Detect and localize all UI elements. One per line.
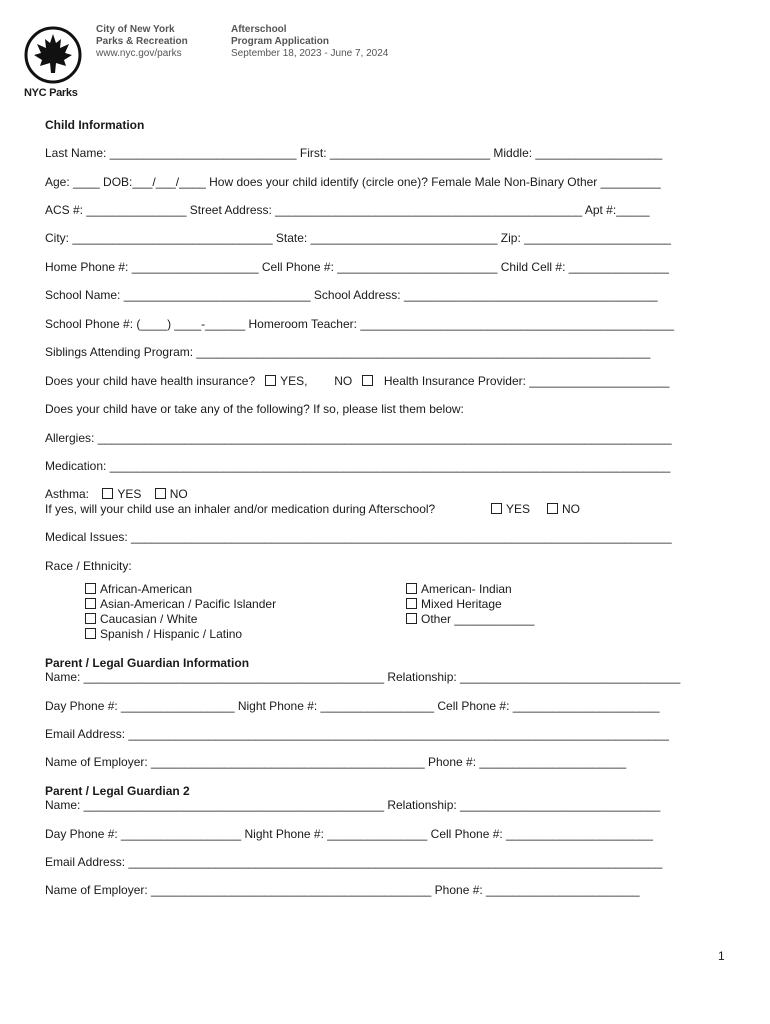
inhaler-no	[547, 502, 580, 516]
guardian2-phone-line[interactable]: Day Phone #: __________________ Night Phone #: _______________ Cell Phone #: ______________________	[45, 827, 653, 841]
guardian1-phone-line[interactable]: Day Phone #: _________________ Night Phone #: _________________ Cell Phone #: ______________________	[45, 699, 660, 713]
guardian2-employer-line[interactable]: Name of Employer: __________________________________________ Phone #: _______________________	[45, 883, 640, 897]
inhaler-yes	[491, 502, 530, 516]
race-checkbox[interactable]	[85, 613, 96, 624]
inhaler-no-label: NO	[562, 502, 580, 516]
race-option-label: Asian-American / Pacific Islander	[100, 597, 277, 611]
race-option-label: Mixed Heritage	[421, 597, 502, 611]
asthma-no-checkbox[interactable]	[155, 488, 166, 499]
insurance-yes-label: YES,	[280, 374, 308, 388]
race-option-label: Other ____________	[421, 612, 535, 626]
child-name-line[interactable]: Last Name: ____________________________ First: ________________________ Middle: ___________________	[45, 146, 663, 160]
race-checkbox[interactable]	[406, 598, 417, 609]
race-option[interactable]	[406, 597, 534, 612]
program-type: Program Application	[231, 36, 329, 47]
asthma-line	[45, 487, 188, 501]
insurance-line	[45, 374, 669, 388]
race-option-label: American- Indian	[421, 582, 512, 596]
race-checkbox[interactable]	[85, 598, 96, 609]
school-phone-line[interactable]: School Phone #: (____) ____-______ Homeroom Teacher: _______________________________________________	[45, 317, 674, 331]
race-option[interactable]	[85, 597, 276, 612]
inhaler-yes-checkbox[interactable]	[491, 503, 502, 514]
org-name: City of New York	[96, 24, 175, 35]
insurance-yes-checkbox[interactable]	[265, 375, 276, 386]
page-number: 1	[718, 949, 725, 963]
guardian2-email-line[interactable]: Email Address: ________________________________________________________________________________	[45, 855, 663, 869]
inhaler-yes-label: YES	[506, 502, 531, 516]
inhaler-no-checkbox[interactable]	[547, 503, 558, 514]
logo-text: NYC Parks	[24, 87, 78, 99]
child-city-line[interactable]: City: ______________________________ State: ____________________________ Zip: ______________________	[45, 231, 671, 245]
race-option-label: Spanish / Hispanic / Latino	[100, 627, 243, 641]
race-checkbox[interactable]	[85, 583, 96, 594]
org-info	[96, 24, 188, 60]
guardian2-name-line[interactable]: Name: _____________________________________________ Relationship: ______________________________	[45, 798, 661, 812]
child-phone-line[interactable]: Home Phone #: ___________________ Cell Phone #: ________________________ Child Cell #: _______________	[45, 260, 669, 274]
insurance-no-checkbox[interactable]	[362, 375, 373, 386]
race-options-right	[406, 582, 534, 627]
program-name: Afterschool	[231, 24, 287, 35]
insurance-provider-field[interactable]: Health Insurance Provider: _____________________	[383, 374, 670, 388]
medical-issues-field[interactable]: Medical Issues: _________________________________________________________________________________	[45, 530, 672, 544]
program-dates: September 18, 2023 - June 7, 2024	[231, 48, 389, 59]
org-dept: Parks & Recreation	[96, 36, 188, 47]
guardian2-heading: Parent / Legal Guardian 2	[45, 784, 190, 798]
race-option[interactable]	[85, 582, 276, 597]
insurance-question: Does your child have health insurance?	[45, 374, 256, 388]
medication-field[interactable]: Medication: ____________________________________________________________________________________	[45, 459, 671, 473]
program-info	[231, 24, 388, 60]
guardian1-employer-line[interactable]: Name of Employer: _________________________________________ Phone #: ______________________	[45, 755, 627, 769]
school-name-line[interactable]: School Name: ____________________________ School Address: ______________________________________	[45, 288, 658, 302]
guardian1-heading: Parent / Legal Guardian Information	[45, 656, 250, 670]
inhaler-question: If yes, will your child use an inhaler and/or medication during Afterschool?	[45, 502, 436, 516]
race-checkbox[interactable]	[406, 583, 417, 594]
race-option[interactable]	[85, 612, 276, 627]
guardian1-name-line[interactable]: Name: _____________________________________________ Relationship: _________________________________	[45, 670, 681, 684]
guardian1-email-line[interactable]: Email Address: _________________________________________________________________________________	[45, 727, 669, 741]
race-option[interactable]	[406, 582, 534, 597]
asthma-no-label: NO	[169, 487, 188, 501]
race-option[interactable]	[85, 627, 276, 642]
child-age-line[interactable]: Age: ____ DOB:___/___/____ How does your child identify (circle one)? Female Male Non-Binary Other _________	[45, 175, 661, 189]
asthma-yes-checkbox[interactable]	[102, 488, 113, 499]
asthma-yes-label: YES	[117, 487, 142, 501]
race-label: Race / Ethnicity:	[45, 559, 132, 573]
inhaler-line	[45, 502, 435, 516]
child-info-heading: Child Information	[45, 118, 145, 132]
race-option-label: Caucasian / White	[100, 612, 198, 626]
insurance-no-label: NO	[334, 374, 353, 388]
maple-leaf-icon	[24, 26, 82, 84]
race-option[interactable]	[406, 612, 534, 627]
race-checkbox[interactable]	[85, 628, 96, 639]
child-address-line[interactable]: ACS #: _______________ Street Address: ______________________________________________ Apt #:_____	[45, 203, 650, 217]
asthma-label: Asthma:	[45, 487, 90, 501]
race-checkbox[interactable]	[406, 613, 417, 624]
race-option-label: African-American	[100, 582, 193, 596]
race-options-left	[85, 582, 276, 642]
siblings-line[interactable]: Siblings Attending Program: ____________________________________________________________________	[45, 345, 651, 359]
list-prompt: Does your child have or take any of the following? If so, please list them below:	[45, 402, 464, 416]
org-url: www.nyc.gov/parks	[96, 48, 182, 59]
allergies-field[interactable]: Allergies: ______________________________________________________________________________________	[45, 431, 672, 445]
